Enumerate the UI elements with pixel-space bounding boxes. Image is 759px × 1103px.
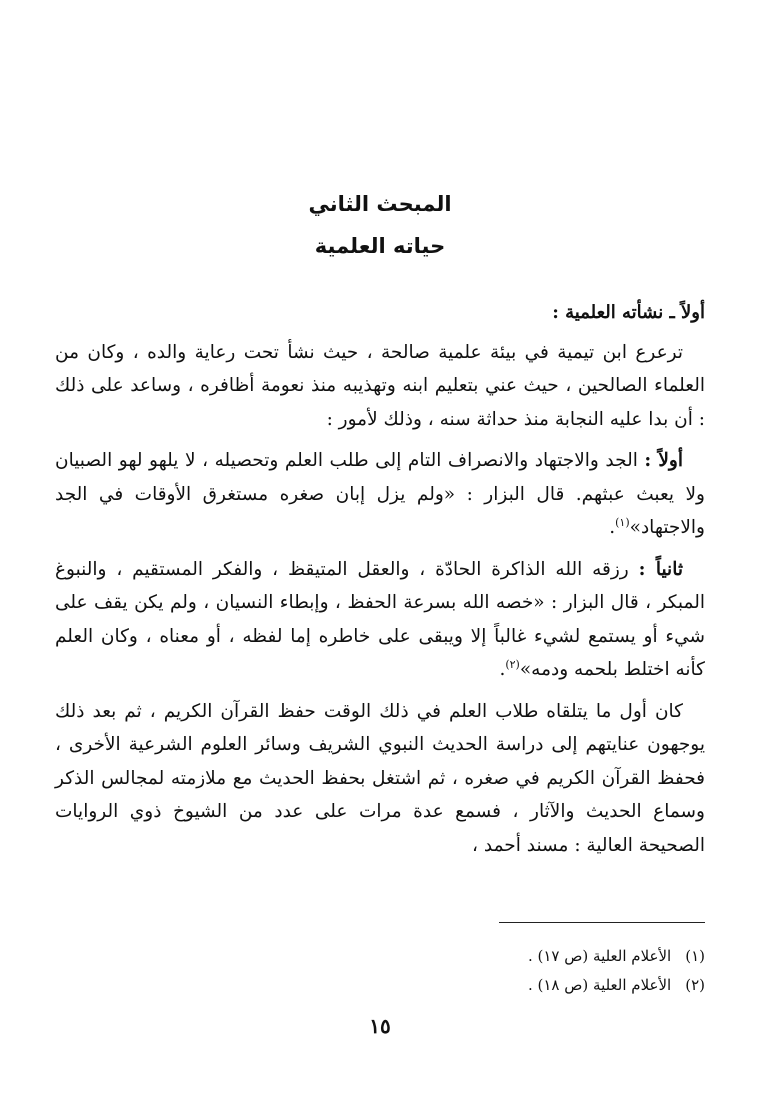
paragraph-end-first: . bbox=[609, 517, 616, 538]
paragraph-text-first: الجد والاجتهاد والانصراف التام إلى طلب العلم وتحصيله ، لا يلهو لهو الصبيان ولا يعبث عبثهم. قال البزار : «ولم يزل إبان صغره مستغرق الأوقات في الجد والاجتهاد» bbox=[55, 450, 705, 538]
paragraph-studies: كان أول ما يتلقاه طلاب العلم في ذلك الوقت حفظ القرآن الكريم ، ثم بعد ذلك يوجهون عنايتهم إلى دراسة الحديث النبوي الشريف وسائر العلوم الشرعية الأخرى ، فحفظ القرآن الكريم في صغره ، ثم اشتغل بحفظ الحديث مع ملازمته لمجالس الذكر وسماع الحديث والآثار ، فسمع عدة مرات على عدد من الشيوخ ذوي الروايات الصحيحة العالية : مسند أحمد ، bbox=[55, 700, 705, 856]
footnote-number: (٢) bbox=[685, 976, 705, 994]
footnotes bbox=[55, 942, 705, 1000]
chapter-header bbox=[55, 190, 705, 260]
paragraph-upbringing: ترعرع ابن تيمية في بيئة علمية صالحة ، حيث نشأ تحت رعاية والده ، وكان من العلماء الصالحين ، حيث عني بتعليم ابنه وتهذيبه منذ نعومة أظافره ، وساعد على ذلك : أن بدا عليه النجابة منذ حداثة سنه ، وذلك لأمور : bbox=[55, 341, 705, 430]
chapter-subtitle: حياته العلمية bbox=[314, 234, 446, 258]
page-number: ١٥ bbox=[369, 1014, 391, 1038]
footnote-divider bbox=[499, 922, 705, 923]
footnote-ref-2[interactable]: (٢) bbox=[505, 657, 520, 671]
footnote-item bbox=[55, 942, 705, 971]
body-text bbox=[55, 296, 705, 870]
section-heading: أولاً ـ نشأته العلمية : bbox=[552, 302, 705, 323]
paragraph-end-second: . bbox=[499, 659, 506, 680]
paragraph-text-second: رزقه الله الذاكرة الحادّة ، والعقل المتيقظ ، والفكر المستقيم ، والنبوغ المبكر ، قال البزار : «خصه الله بسرعة الحفظ ، وإبطاء النسيان ، ولم يكن يقف على شيء أو يستمع لشيء غالباً إلا ويبقى على خاطره إما لفظه ، أو معناه ، وكان العلم كأنه اختلط بلحمه ودمه» bbox=[55, 558, 705, 680]
paragraph-second-reason bbox=[55, 553, 705, 687]
paragraph-lead-second: ثانياً : bbox=[638, 558, 683, 580]
footnote-ref-1[interactable]: (١) bbox=[615, 515, 630, 529]
paragraph-lead-first: أولاً : bbox=[644, 450, 683, 471]
book-page bbox=[55, 0, 705, 1103]
footnote-text: الأعلام العلية (ص ١٨) . bbox=[527, 976, 672, 994]
paragraph-first-reason bbox=[55, 444, 705, 545]
chapter-title: المبحث الثاني bbox=[308, 192, 452, 216]
footnote-item bbox=[55, 971, 705, 1000]
footnote-text: الأعلام العلية (ص ١٧) . bbox=[527, 947, 672, 965]
footnote-number: (١) bbox=[685, 947, 705, 965]
